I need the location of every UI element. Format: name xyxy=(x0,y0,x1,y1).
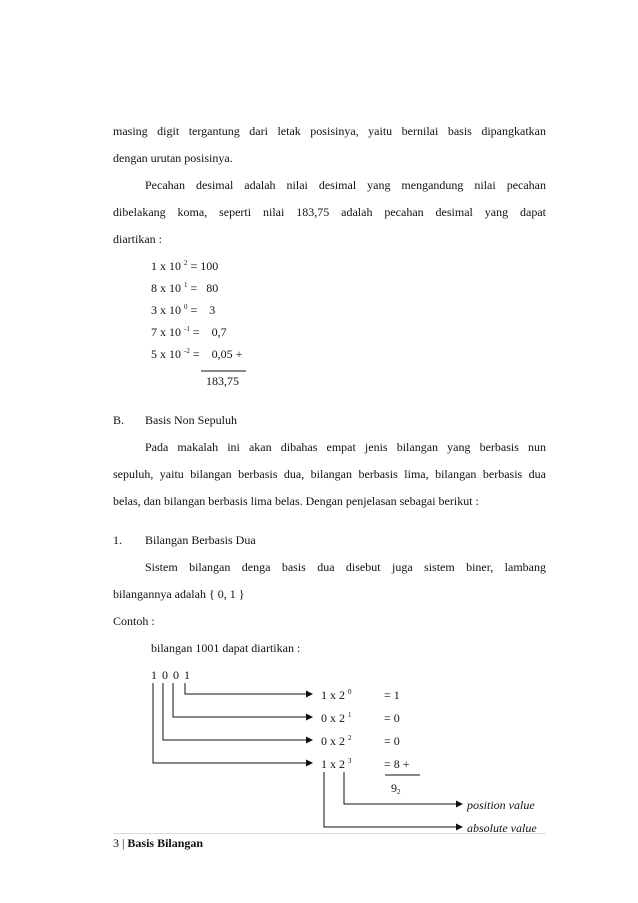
binary-term: 0 x 2 xyxy=(321,734,345,748)
position-value-label: position value xyxy=(467,798,535,812)
arrow-position-value xyxy=(344,772,462,804)
binary-number: 1 0 0 1 xyxy=(151,668,191,682)
paragraph-line: diartikan : xyxy=(113,232,162,246)
section-title: Bilangan Berbasis Dua xyxy=(145,533,256,547)
binary-row xyxy=(321,711,352,725)
decimal-result: = 0,05 + xyxy=(192,347,243,361)
footer-separator: | xyxy=(122,836,125,850)
absolute-value-label: absolute value xyxy=(467,821,537,835)
decimal-exponent: 0 xyxy=(184,303,188,311)
arrow-digit-4 xyxy=(185,683,312,694)
section-number: 1. xyxy=(113,533,122,547)
decimal-exponent: -2 xyxy=(184,347,190,355)
binary-exponent: 1 xyxy=(348,711,352,719)
arrow-digit-3 xyxy=(173,683,312,717)
example-intro: bilangan 1001 dapat diartikan : xyxy=(151,641,301,655)
paragraph-line: sepuluh, yaitu bilangan berbasis dua, bilangan berbasis lima, bilangan berbasis dua xyxy=(113,467,546,481)
decimal-result: = 0,7 xyxy=(192,325,227,339)
section-title: Basis Non Sepuluh xyxy=(145,413,238,427)
binary-row xyxy=(321,757,352,771)
footer-title: Basis Bilangan xyxy=(127,836,204,850)
decimal-term: 7 x 10 xyxy=(151,325,181,339)
binary-total-value: 9 xyxy=(391,781,397,795)
page-footer xyxy=(113,836,203,851)
decimal-result: = 100 xyxy=(190,259,219,273)
binary-term: 1 x 2 xyxy=(321,757,345,771)
section-number: B. xyxy=(113,413,125,427)
paragraph-line: bilangannya adalah { 0, 1 } xyxy=(113,587,245,601)
decimal-exponent: -1 xyxy=(184,325,190,333)
paragraph-line: dibelakang koma, seperti nilai 183,75 adalah pecahan desimal yang dapat xyxy=(113,205,546,219)
binary-total-base: 2 xyxy=(397,788,401,796)
binary-exponent: 2 xyxy=(348,734,352,742)
binary-exponent: 0 xyxy=(348,688,352,696)
binary-result: = 0 xyxy=(384,711,400,725)
footer-rule xyxy=(113,833,546,834)
decimal-exponent: 2 xyxy=(184,259,188,267)
decimal-total: 183,75 xyxy=(206,374,239,388)
binary-result: = 0 xyxy=(384,734,400,748)
decimal-result: = 3 xyxy=(190,303,216,317)
decimal-term: 8 x 10 xyxy=(151,281,181,295)
paragraph-line: dengan urutan posisinya. xyxy=(113,151,233,165)
binary-exponent: 3 xyxy=(348,757,352,765)
decimal-term: 1 x 10 xyxy=(151,259,181,273)
paragraph-line: masing digit tergantung dari letak posisinya, yaitu bernilai basis dipangkatkan xyxy=(113,124,546,138)
binary-row xyxy=(321,734,352,748)
example-label: Contoh : xyxy=(113,614,155,628)
binary-total xyxy=(391,781,401,795)
binary-term: 0 x 2 xyxy=(321,711,345,725)
paragraph-line: Pecahan desimal adalah nilai desimal yang mengandung nilai pecahan xyxy=(145,178,546,192)
binary-result: = 1 xyxy=(384,688,400,702)
decimal-exponent: 1 xyxy=(184,281,188,289)
arrow-digit-1 xyxy=(153,683,312,763)
page-number: 3 xyxy=(113,836,119,850)
binary-result: = 8 + xyxy=(384,757,410,771)
binary-term: 1 x 2 xyxy=(321,688,345,702)
binary-row xyxy=(321,688,352,702)
paragraph-line: Sistem bilangan denga basis dua disebut juga sistem biner, lambang xyxy=(145,560,546,574)
paragraph-line: Pada makalah ini akan dibahas empat jenis bilangan yang berbasis nun xyxy=(145,440,546,454)
decimal-term: 5 x 10 xyxy=(151,347,181,361)
decimal-result: = 80 xyxy=(190,281,219,295)
paragraph-line: belas, dan bilangan berbasis lima belas. Dengan penjelasan sebagai berikut : xyxy=(113,494,479,508)
decimal-term: 3 x 10 xyxy=(151,303,181,317)
